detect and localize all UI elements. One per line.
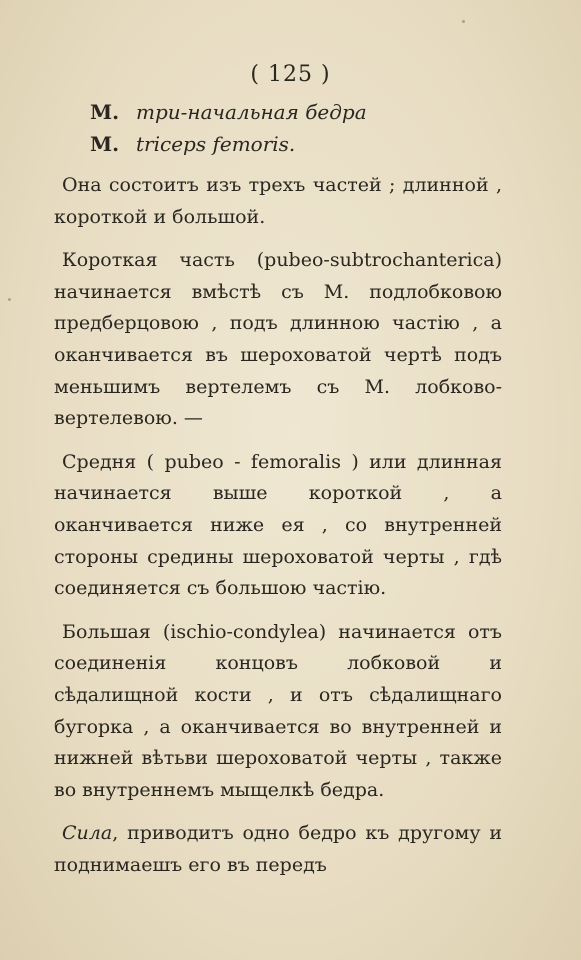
heading-abbr: M. xyxy=(90,132,120,156)
body-text xyxy=(54,170,502,893)
paragraph-parts: Она состоитъ изъ трехъ частей ; длинной , короткой и большой. xyxy=(54,174,502,228)
paragraph-short-part: Короткая часть (pubeo-subtrochanterica) начинается вмѣстѣ съ M. подлобковою предберцовою , подъ длинною частію , а оканчивается въ шероховатой чертѣ подъ меньшимъ вертелемъ съ M. лобково-вертелевою. — xyxy=(54,249,502,430)
heading-latin-name: triceps femoris. xyxy=(136,132,296,156)
paper-speck xyxy=(462,20,465,23)
action-text: , приводитъ одно бедро къ другому и поднимаешъ его въ передъ xyxy=(54,822,502,876)
page-number: ( 125 ) xyxy=(250,62,331,87)
heading-russian-name: три-начальная бедра xyxy=(136,100,367,124)
paragraph-action xyxy=(54,818,502,881)
paper-speck xyxy=(8,298,11,301)
paragraph-middle-part: Средня ( pubeo - femoralis ) или длинная начинается выше короткой , а оканчивается ниже ея , со внутренней стороны средины шероховатой черты , гдѣ соединяется съ большою частію. xyxy=(54,450,502,600)
heading-abbr: M. xyxy=(90,100,120,124)
action-lead: Сила xyxy=(62,822,113,845)
heading-latin xyxy=(90,128,367,160)
muscle-heading xyxy=(90,96,367,160)
paragraph-large-part: Большая (ischio-condylea) начинается отъ соединенія концовъ лобковой и сѣдалищной кости , и отъ сѣдалищнаго бугорка , а оканчивается во внутренней и нижней вѣтьви шероховатой черты , также во внутреннемъ мыщелкѣ бедра. xyxy=(54,620,502,801)
heading-russian xyxy=(90,96,367,128)
